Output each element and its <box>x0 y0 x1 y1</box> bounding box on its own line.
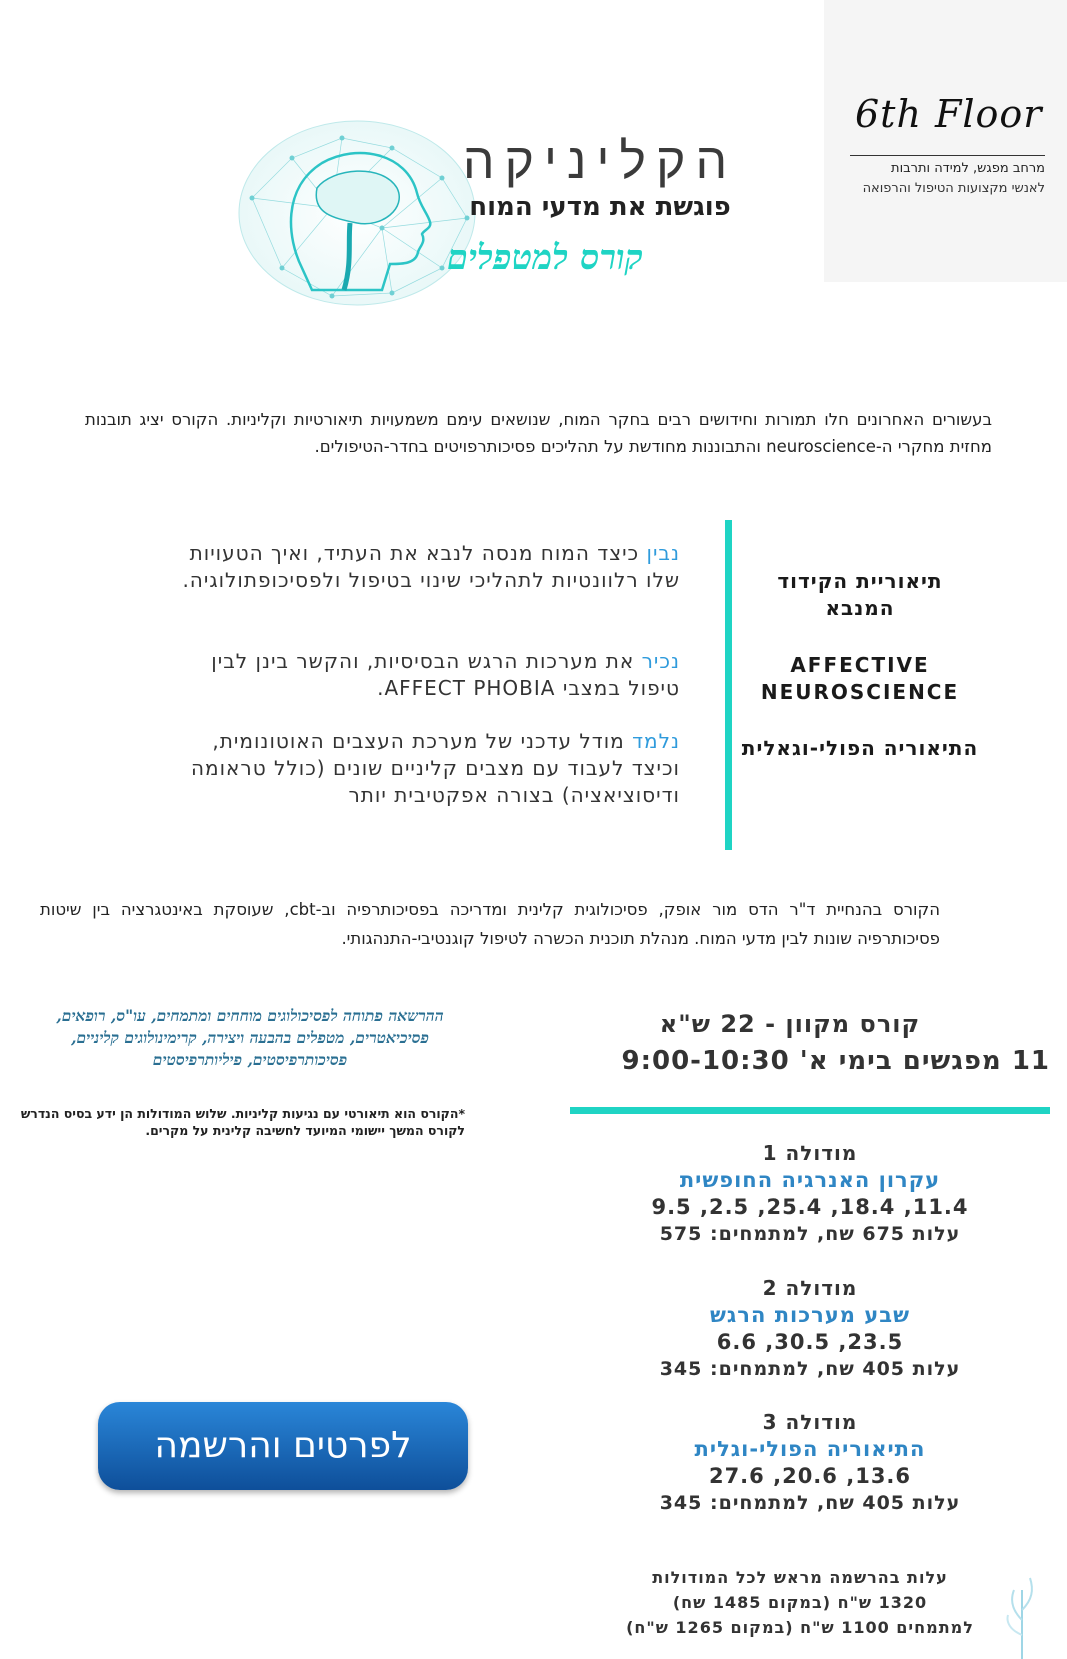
topic-title-polyvagal: התיאוריה הפולי-וגאלית <box>741 736 979 760</box>
module-dates: 23.5, 30.5, 6.6 <box>716 1330 904 1354</box>
topic-desc-affective-neuroscience <box>170 648 680 702</box>
logo-tagline-primary: מרחב מפגש, למידה ותרבות <box>891 161 1045 176</box>
brain-illustration <box>232 118 482 308</box>
instructor-bio: הקורס בהנחיית ד"ר הדס מור אופק, פסיכולוגית קלינית ומדריכה בפסיכותרפיה וב-cbt, שעוסקת באינטגרציה בין שיטות פסיכותרפיה שונות לבין מדעי המוח. מנהלת תוכנית הכשרה לטיפול קוגנטיבי-התנהגותי. <box>40 900 940 948</box>
module-name: מודולה 3 <box>762 1410 858 1434</box>
clinic-subtitle: פוגשת את מדעי המוח <box>469 192 731 222</box>
topic-title-affective-neuroscience: AFFECTIVE NEUROSCIENCE <box>760 653 960 704</box>
module-1 <box>600 1140 1020 1247</box>
topic-accent-verb: נלמד <box>632 729 680 753</box>
clinic-title: הקליניקה <box>462 132 738 190</box>
module-dates: 11.4, 18.4, 25.4, 2.5, 9.5 <box>651 1195 969 1219</box>
topic-desc-text: כיצד המוח מנסה לנבא את העתיד, ואיך הטעויות שלו רלוונטיות לתהליכי שינוי בטיפול ולפסיכופתולוגיה. <box>182 541 680 592</box>
course-format: קורס מקוון - 22 ש"א <box>659 1010 921 1038</box>
advance-line: עלות בהרשמה מראש לכל המודולות <box>652 1568 948 1587</box>
advance-line: 1320 ש"ח (במקום 1485 שח) <box>672 1593 928 1612</box>
topic-desc-polyvagal <box>170 728 680 809</box>
advance-registration <box>590 1565 1010 1640</box>
topic-desc-text: מודל עדכני של מערכת העצבים האוטונומית, וכיצד לעבוד עם מצבים קליניים שונים (כולל טראומה ודיסוציאציה) בצורה אפקטיבית יותר <box>190 729 680 807</box>
logo-divider <box>850 155 1045 156</box>
logo-panel <box>824 0 1067 282</box>
schedule-divider <box>570 1107 1050 1114</box>
topic-accent-verb: נבין <box>646 541 680 565</box>
module-name: מודולה 1 <box>762 1141 858 1165</box>
module-3 <box>600 1409 1020 1516</box>
course-footnote: *הקורס הוא תיאורטי עם נגיעות קליניות. שלוש המודולות הן ידע בסיס הנדרש לקורס המשך יישומי המיועד לחשיבה קלינית על מקרים. <box>20 1106 465 1138</box>
module-title: שבע מערכות הרגש <box>710 1303 910 1327</box>
intro-paragraph: בעשורים האחרונים חלו תמורות וחידושים רבים בחקר המוח, שנושאים עימם משמעויות תיאורטיות וקליניות. הקורס יציג תובנות מחזית מחקרי ה-neuroscience והתבוננות מחודשת על תהליכים פסיכותרפויטים בחדר-הטיפולים. <box>85 410 992 456</box>
logo-script: 6th Floor <box>855 92 1043 136</box>
module-title: התיאוריה הפולי-וגלית <box>694 1437 926 1461</box>
module-name: מודולה 2 <box>762 1276 858 1300</box>
topics-divider <box>725 520 732 850</box>
topic-title-predictive-coding: תיאוריית הקידוד המנבא <box>777 569 943 620</box>
module-title: עקרון האנרגיה החופשית <box>679 1168 941 1192</box>
course-tagline: קורס למטפלים <box>447 238 643 278</box>
topic-accent-verb: נכיר <box>641 649 680 673</box>
decorative-plant-icon <box>1002 1560 1042 1659</box>
topic-desc-predictive-coding <box>170 540 680 594</box>
advance-line: למתמחים 1100 ש"ח (במקום 1265 ש"ח) <box>626 1618 974 1637</box>
topic-desc-text: את מערכות הרגש הבסיסיות, והקשר בינן לבין טיפול במצבי AFFECT PHOBIA. <box>211 649 680 700</box>
module-dates: 13.6, 20.6, 27.6 <box>708 1464 912 1488</box>
course-schedule: 11 מפגשים בימי א' 9:00-10:30 <box>621 1046 1050 1076</box>
module-price: עלות 405 שח, למתמחים: 345 <box>659 1492 961 1514</box>
register-button[interactable]: לפרטים והרשמה <box>98 1402 468 1490</box>
module-price: עלות 675 שח, למתמחים: 575 <box>659 1223 961 1245</box>
logo-tagline-secondary: לאנשי מקצועות הטיפול והרפואה <box>862 181 1045 196</box>
audience-note: ההרשאה פתוחה לפסיכולוגים מוחחים ומתמחים, עו"ס, רופאים, פסיכיאטרים, מטפלים בהבעה ויצירה, קרימינולוגים קליניים, פסיכותרפיסטים, פיליותרפיסטים <box>56 1006 444 1069</box>
module-price: עלות 405 שח, למתמחים: 345 <box>659 1358 961 1380</box>
module-2 <box>600 1275 1020 1382</box>
